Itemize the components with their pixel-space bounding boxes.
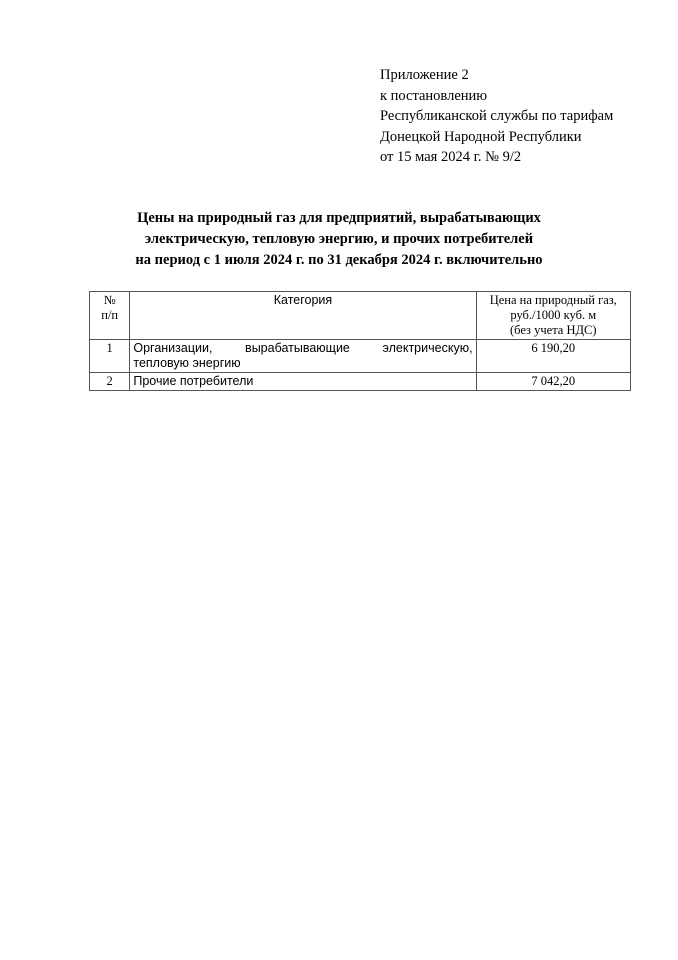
appendix-line: к постановлению [380, 87, 488, 104]
appendix-line: Донецкой Народной Республики [380, 128, 582, 145]
header-price-line3: (без учета НДС) [509, 323, 597, 337]
row-price: 6 190,20 [476, 340, 630, 373]
appendix-line: от 15 мая 2024 г. № 9/2 [380, 149, 522, 165]
header-price [476, 292, 630, 340]
row-category: Прочие потребители [130, 373, 476, 391]
document-title [60, 208, 618, 271]
title-line: электрическую, тепловую энергию, и прочих потребителей [144, 231, 534, 247]
table-header-row [90, 292, 631, 340]
appendix-block [380, 65, 670, 168]
price-table [89, 291, 631, 391]
header-number-line2: п/п [101, 308, 119, 322]
title-line: Цены на природный газ для предприятий, вырабатывающих [137, 210, 541, 226]
row-price: 7 042,20 [476, 373, 630, 391]
table-row [90, 340, 631, 373]
row-number: 2 [90, 373, 130, 391]
header-price-line2: руб./1000 куб. м [510, 308, 597, 322]
row-category: Организации, вырабатывающие электрическую, тепловую энергию [130, 340, 476, 373]
title-line: на период с 1 июля 2024 г. по 31 декабря 2024 г. включительно [135, 252, 543, 268]
appendix-line: Республиканской службы по тарифам [380, 108, 614, 124]
header-price-line1: Цена на природный газ, [489, 293, 617, 307]
header-number-line1: № [103, 293, 116, 307]
header-number [90, 292, 130, 340]
table-row [90, 373, 631, 391]
appendix-line: Приложение 2 [380, 67, 469, 83]
row-number: 1 [90, 340, 130, 373]
header-category: Категория [130, 292, 476, 340]
